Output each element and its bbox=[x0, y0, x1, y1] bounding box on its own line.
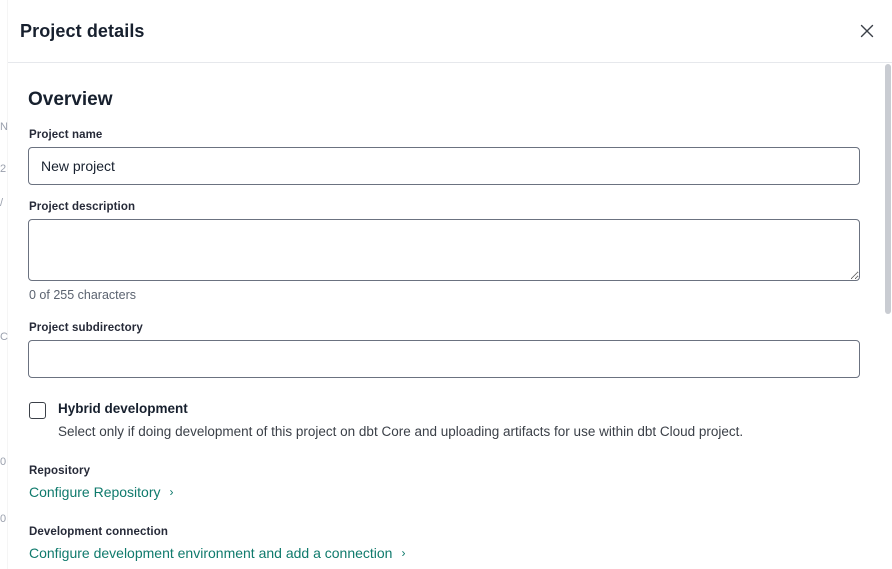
bg-fragment: 0 bbox=[0, 456, 7, 468]
hybrid-development-label: Hybrid development bbox=[58, 401, 188, 416]
bg-fragment: C bbox=[0, 331, 8, 343]
project-name-field bbox=[28, 129, 868, 185]
configure-development-connection-link-label: Configure development environment and add a connection bbox=[29, 545, 393, 561]
bg-fragment: 2 bbox=[0, 163, 7, 175]
project-name-input[interactable] bbox=[28, 147, 860, 185]
bg-fragment: N bbox=[0, 121, 8, 133]
modal-body bbox=[8, 63, 892, 569]
bg-fragment: 0 bbox=[0, 513, 7, 525]
section-title: Overview bbox=[28, 89, 113, 110]
overview-section bbox=[8, 63, 892, 563]
page-title: Project details bbox=[20, 20, 145, 41]
project-subdirectory-field bbox=[28, 322, 868, 378]
configure-development-connection-link[interactable] bbox=[29, 545, 405, 561]
repository-block bbox=[28, 465, 868, 502]
close-button[interactable] bbox=[852, 16, 882, 46]
development-connection-label: Development connection bbox=[29, 526, 168, 538]
chevron-right-icon: › bbox=[401, 546, 406, 560]
configure-repository-link[interactable] bbox=[29, 484, 174, 500]
development-connection-block bbox=[28, 526, 868, 563]
project-description-input[interactable] bbox=[28, 219, 860, 281]
chevron-right-icon: › bbox=[169, 485, 174, 499]
project-name-label: Project name bbox=[29, 129, 103, 141]
hybrid-development-description: Select only if doing development of this project on dbt Core and uploading artifacts for use within dbt Cloud project. bbox=[58, 424, 744, 439]
project-description-label: Project description bbox=[29, 201, 136, 213]
project-description-field bbox=[28, 201, 868, 302]
modal-scrollbar-thumb[interactable] bbox=[885, 64, 891, 314]
repository-label: Repository bbox=[29, 465, 91, 477]
character-count: 0 of 255 characters bbox=[29, 288, 137, 302]
configure-repository-link-label: Configure Repository bbox=[29, 484, 161, 500]
project-subdirectory-label: Project subdirectory bbox=[29, 322, 143, 334]
close-icon bbox=[858, 22, 876, 40]
hybrid-development-texts bbox=[58, 400, 743, 441]
project-details-modal bbox=[8, 0, 892, 569]
hybrid-development-checkbox[interactable] bbox=[29, 402, 46, 419]
bg-fragment: / bbox=[0, 197, 4, 209]
project-subdirectory-input[interactable] bbox=[28, 340, 860, 378]
modal-scrollbar[interactable] bbox=[884, 62, 892, 569]
hybrid-development-row[interactable] bbox=[29, 400, 868, 441]
modal-header bbox=[8, 0, 892, 63]
